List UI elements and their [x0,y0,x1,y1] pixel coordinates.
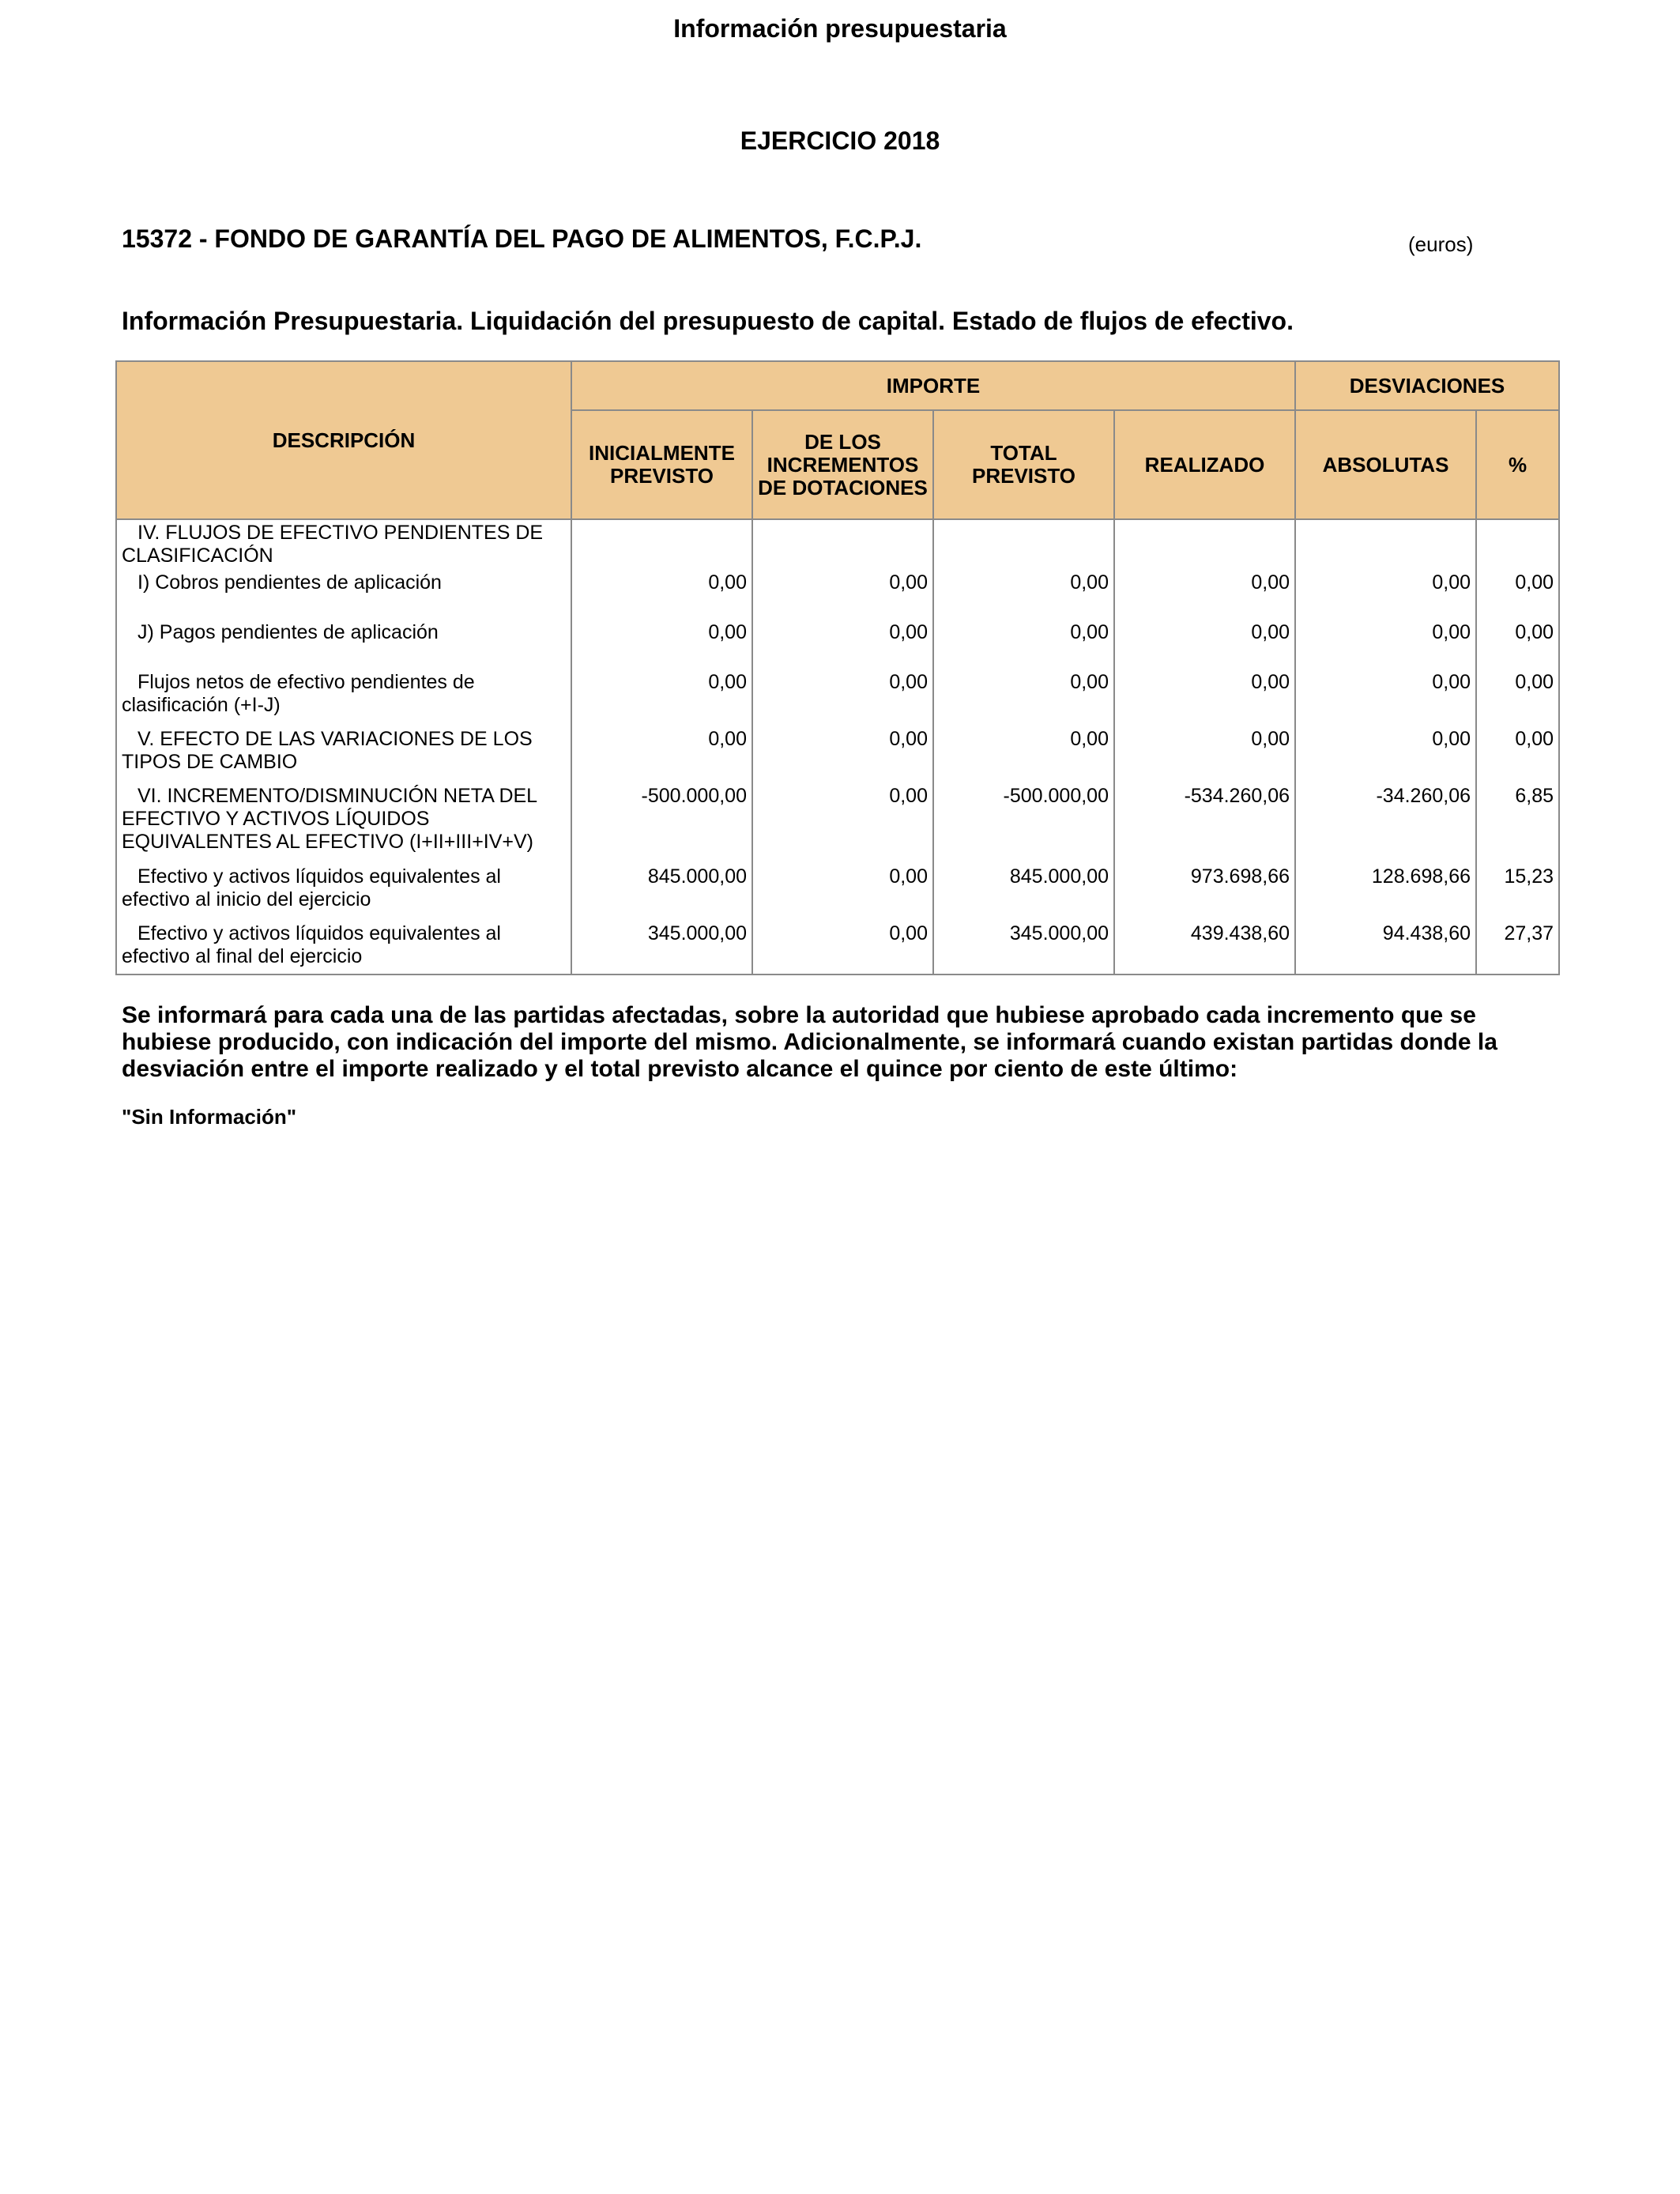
cell-realizado: 0,00 [1114,570,1295,620]
table-row [116,921,1559,974]
cell-pct: 6,85 [1476,783,1559,864]
table-row [116,783,1559,864]
cell-inicial: 0,00 [571,620,752,669]
cell-pct [1476,519,1559,570]
cell-pct: 15,23 [1476,864,1559,921]
cell-incrementos [752,519,933,570]
cell-pct: 27,37 [1476,921,1559,974]
col-header-descripcion: DESCRIPCIÓN [116,361,571,519]
cell-realizado: 0,00 [1114,669,1295,726]
cell-realizado: -534.260,06 [1114,783,1295,864]
cell-realizado: 439.438,60 [1114,921,1295,974]
cell-absolutas: 94.438,60 [1295,921,1476,974]
table-row [116,726,1559,783]
cell-realizado: 0,00 [1114,726,1295,783]
row-description: VI. INCREMENTO/DISMINUCIÓN NETA DEL EFECTIVO Y ACTIVOS LÍQUIDOS EQUIVALENTES AL EFECTIVO (I+II+III+IV+V) [116,783,571,864]
table-row [116,864,1559,921]
cell-incrementos: 0,00 [752,864,933,921]
exercise-year: EJERCICIO 2018 [740,126,940,155]
cell-pct: 0,00 [1476,726,1559,783]
no-information-label: "Sin Información" [122,1105,297,1129]
cell-total: 0,00 [933,726,1114,783]
cell-total: 0,00 [933,570,1114,620]
cell-realizado: 0,00 [1114,620,1295,669]
units-label: (euros) [1408,232,1474,256]
cell-incrementos: 0,00 [752,783,933,864]
cell-total: 0,00 [933,620,1114,669]
cell-incrementos: 0,00 [752,620,933,669]
cell-absolutas [1295,519,1476,570]
cell-realizado [1114,519,1295,570]
cell-incrementos: 0,00 [752,570,933,620]
cell-absolutas: 0,00 [1295,620,1476,669]
section-title: Información Presupuestaria. Liquidación del presupuesto de capital. Estado de flujos de efectivo. [122,307,1294,335]
budget-table [115,360,1560,975]
cell-total: 0,00 [933,669,1114,726]
cell-absolutas: 128.698,66 [1295,864,1476,921]
cell-absolutas: -34.260,06 [1295,783,1476,864]
cell-inicial [571,519,752,570]
group-header-importe: IMPORTE [571,361,1295,410]
cell-absolutas: 0,00 [1295,669,1476,726]
group-header-desviaciones: DESVIACIONES [1295,361,1559,410]
row-description: V. EFECTO DE LAS VARIACIONES DE LOS TIPOS DE CAMBIO [116,726,571,783]
cell-pct: 0,00 [1476,669,1559,726]
cell-incrementos: 0,00 [752,669,933,726]
cell-absolutas: 0,00 [1295,726,1476,783]
table-row [116,519,1559,570]
page-header-title: Información presupuestaria [673,14,1007,43]
col-header-realizado: REALIZADO [1114,410,1295,519]
col-header-inicial: INICIALMENTE PREVISTO [571,410,752,519]
row-description: Efectivo y activos líquidos equivalentes al efectivo al inicio del ejercicio [116,864,571,921]
footer-note: Se informará para cada una de las partidas afectadas, sobre la autoridad que hubiese aprobado cada incremento que se hubiese producido, con indicación del importe del mismo. Adicionalmente, se informará cuando existan partidas donde la desviación entre el importe realizado y el total previsto alcance el quince por ciento de este último: [122,1002,1497,1082]
table-row [116,570,1559,620]
cell-inicial: 345.000,00 [571,921,752,974]
row-description: Flujos netos de efectivo pendientes de clasificación (+I-J) [116,669,571,726]
col-header-total: TOTAL PREVISTO [933,410,1114,519]
cell-inicial: -500.000,00 [571,783,752,864]
col-header-absolutas: ABSOLUTAS [1295,410,1476,519]
cell-total [933,519,1114,570]
cell-inicial: 845.000,00 [571,864,752,921]
table-row [116,620,1559,669]
row-description: J) Pagos pendientes de aplicación [116,620,571,669]
cell-total: -500.000,00 [933,783,1114,864]
cell-absolutas: 0,00 [1295,570,1476,620]
row-description: I) Cobros pendientes de aplicación [116,570,571,620]
cell-inicial: 0,00 [571,726,752,783]
cell-realizado: 973.698,66 [1114,864,1295,921]
cell-inicial: 0,00 [571,669,752,726]
col-header-pct: % [1476,410,1559,519]
cell-total: 345.000,00 [933,921,1114,974]
table-row [116,669,1559,726]
row-description: Efectivo y activos líquidos equivalentes al efectivo al final del ejercicio [116,921,571,974]
cell-pct: 0,00 [1476,620,1559,669]
cell-pct: 0,00 [1476,570,1559,620]
col-header-incrementos: DE LOS INCREMENTOS DE DOTACIONES [752,410,933,519]
entity-name: 15372 - FONDO DE GARANTÍA DEL PAGO DE ALIMENTOS, F.C.P.J. [122,224,922,253]
cell-total: 845.000,00 [933,864,1114,921]
cell-incrementos: 0,00 [752,921,933,974]
row-description: IV. FLUJOS DE EFECTIVO PENDIENTES DE CLASIFICACIÓN [116,519,571,570]
cell-incrementos: 0,00 [752,726,933,783]
cell-inicial: 0,00 [571,570,752,620]
